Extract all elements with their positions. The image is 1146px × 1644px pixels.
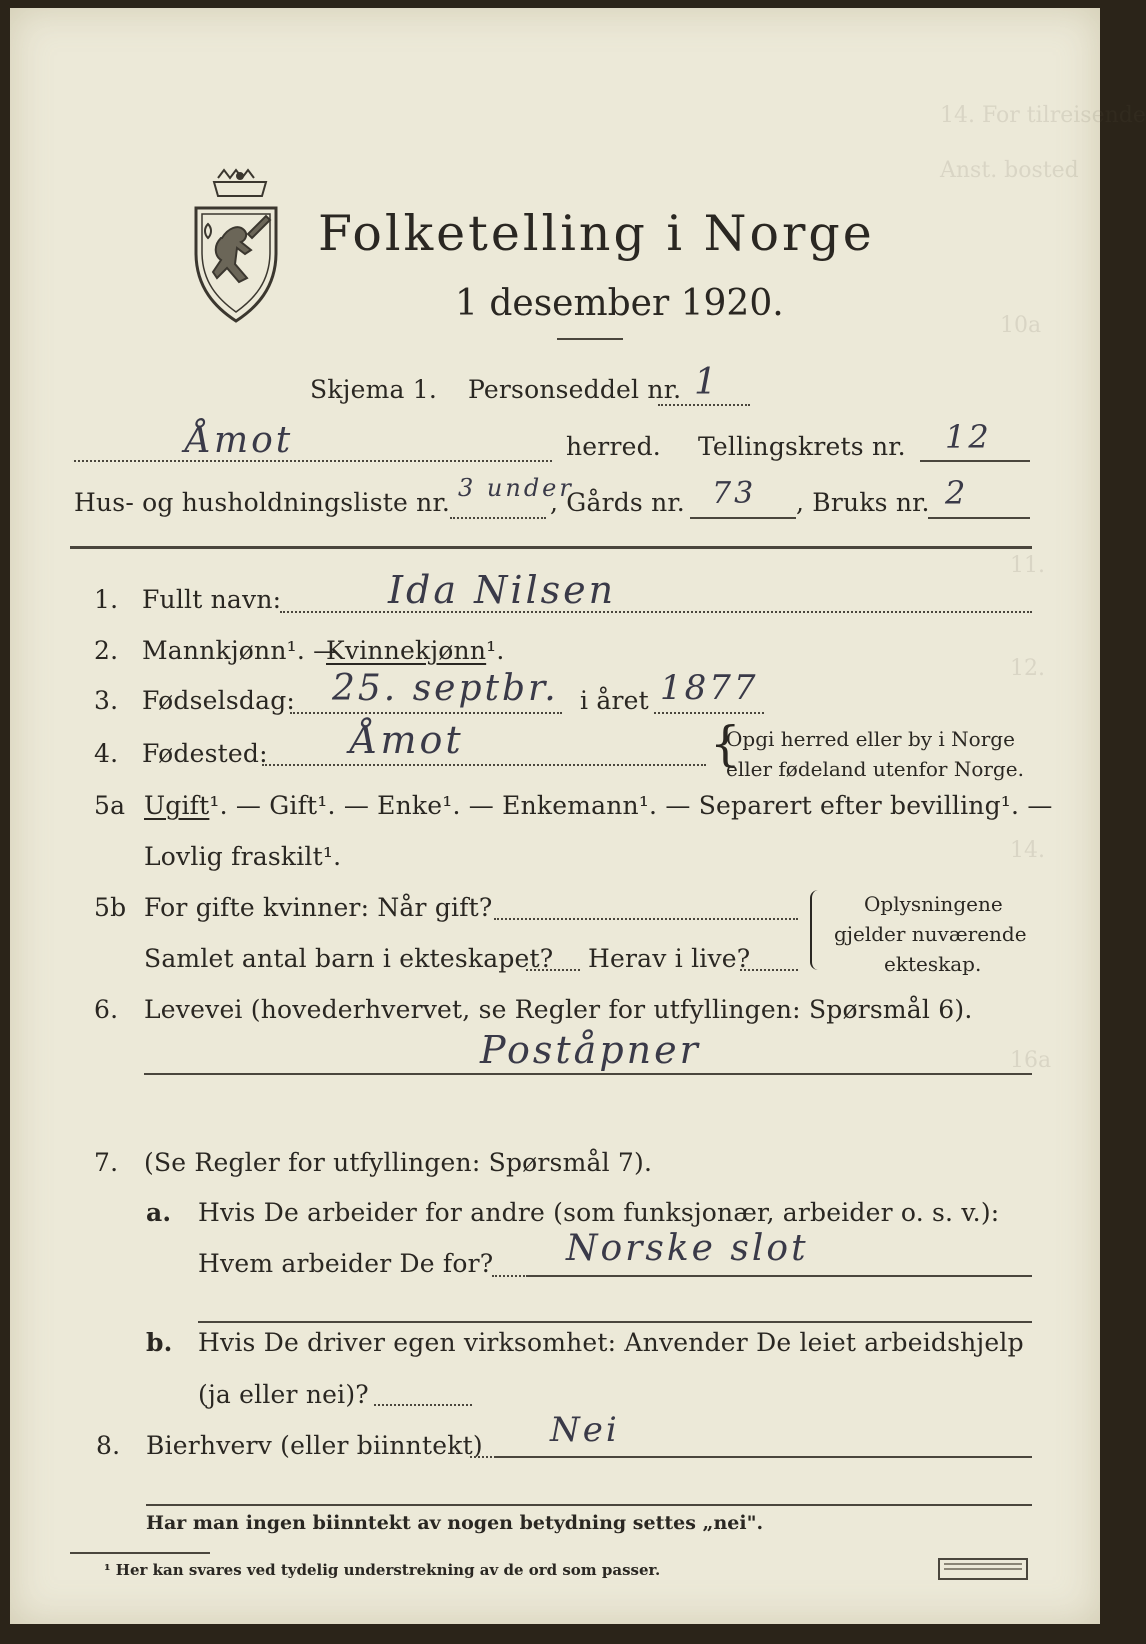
q3-aret-label: i året bbox=[580, 686, 649, 715]
norway-coat-of-arms-icon bbox=[188, 168, 284, 323]
husliste-value: 3 under bbox=[458, 474, 574, 502]
footnote: ¹ Her kan svares ved tydelig understrekning av de ord som passer. bbox=[104, 1561, 661, 1579]
census-date: 1 desember 1920. bbox=[455, 283, 784, 324]
bleed-through-text: 14. bbox=[1010, 838, 1045, 863]
q5b-line-3 bbox=[740, 969, 798, 971]
bleed-through-text: 12. bbox=[1010, 656, 1045, 681]
q7b-question: (ja eller nei)? bbox=[198, 1380, 369, 1409]
q7a-number: a. bbox=[146, 1198, 172, 1227]
printer-stamp-mark bbox=[944, 1568, 1022, 1570]
q6-number: 6. bbox=[94, 995, 119, 1024]
bruks-line bbox=[928, 517, 1030, 519]
title-divider bbox=[557, 338, 623, 340]
q2-kvinne-sup: ¹. bbox=[486, 636, 505, 665]
q5a-number: 5a bbox=[94, 791, 126, 820]
q7a-line-dotted bbox=[492, 1275, 528, 1277]
q4-number: 4. bbox=[94, 739, 119, 768]
q7a-line bbox=[528, 1275, 1032, 1277]
q4-line bbox=[262, 764, 706, 766]
q4-value: Åmot bbox=[350, 718, 464, 762]
q8-line bbox=[496, 1456, 1032, 1458]
q4-note-2: eller fødeland utenfor Norge. bbox=[726, 757, 1024, 781]
q2-number: 2. bbox=[94, 636, 119, 665]
q7b-text: Hvis De driver egen virksomhet: Anvender De leiet arbeidshjelp bbox=[198, 1328, 1024, 1357]
q7-label: (Se Regler for utfyllingen: Spørsmål 7). bbox=[144, 1148, 653, 1177]
bleed-through-text: 14. For tilreisende bbox=[940, 103, 1146, 128]
q3-aret-line bbox=[654, 712, 764, 714]
footer-note: Har man ingen biinntekt av nogen betydning settes „nei". bbox=[146, 1512, 764, 1534]
q5a-ugift-underlined: Ugift bbox=[144, 791, 210, 820]
gards-line bbox=[690, 517, 796, 519]
bleed-through-text: Anst. bosted bbox=[940, 158, 1079, 183]
form-title: Folketelling i Norge bbox=[318, 205, 875, 262]
q4-label: Fødested: bbox=[142, 739, 268, 768]
q5b-number: 5b bbox=[94, 893, 127, 922]
q5b-note-1: Oplysningene bbox=[864, 892, 1003, 916]
tellingskrets-label: Tellingskrets nr. bbox=[698, 432, 906, 461]
personseddel-label: Personseddel nr. bbox=[468, 375, 682, 404]
q7b-line bbox=[374, 1404, 472, 1406]
q8-value: Nei bbox=[550, 1410, 620, 1450]
printer-stamp-mark bbox=[944, 1563, 1022, 1565]
q3-aret-value: 1877 bbox=[660, 668, 759, 708]
q1-number: 1. bbox=[94, 585, 119, 614]
q5a-options: ¹. — Gift¹. — Enke¹. — Enkemann¹. — Separert efter bevilling¹. — bbox=[209, 791, 1053, 820]
tellingskrets-line bbox=[920, 460, 1030, 462]
q5b-brace bbox=[810, 890, 818, 970]
q3-label: Fødselsdag: bbox=[142, 686, 296, 715]
q5b-note-3: ekteskap. bbox=[884, 952, 982, 976]
q6-value: Poståpner bbox=[480, 1028, 701, 1072]
q7a-question: Hvem arbeider De for? bbox=[198, 1249, 494, 1278]
bleed-through-text: 10a bbox=[1000, 313, 1042, 338]
q1-label: Fullt navn: bbox=[142, 585, 282, 614]
header-divider bbox=[70, 546, 1032, 549]
q8-line-dotted bbox=[470, 1456, 496, 1458]
gards-label: , Gårds nr. bbox=[550, 488, 685, 517]
q7-number: 7. bbox=[94, 1148, 119, 1177]
q7a-text: Hvis De arbeider for andre (som funksjonær, arbeider o. s. v.): bbox=[198, 1198, 1000, 1227]
q3-number: 3. bbox=[94, 686, 119, 715]
q5a-line-1 bbox=[144, 791, 1053, 820]
q5a-line-2: Lovlig fraskilt¹. bbox=[144, 842, 342, 871]
herred-label: herred. bbox=[566, 432, 661, 461]
q8-label: Bierhverv (eller biinntekt) bbox=[146, 1431, 483, 1460]
q5b-label-3: Herav i live? bbox=[588, 944, 751, 973]
footnote-rule bbox=[70, 1552, 210, 1554]
bruks-value: 2 bbox=[945, 474, 969, 512]
bruks-label: , Bruks nr. bbox=[796, 488, 930, 517]
tellingskrets-value: 12 bbox=[945, 418, 992, 456]
gards-value: 73 bbox=[712, 476, 757, 511]
bleed-through-text: 16a bbox=[1010, 1048, 1052, 1073]
q1-value: Ida Nilsen bbox=[388, 568, 617, 612]
personseddel-value: 1 bbox=[694, 362, 720, 403]
q4-note-1: Opgi herred eller by i Norge bbox=[726, 727, 1015, 751]
q4-brace: { bbox=[710, 716, 741, 772]
q2-kvinne-underlined: Kvinnekjønn bbox=[326, 636, 487, 665]
q3-value: 25. septbr. bbox=[332, 668, 559, 709]
husliste-line bbox=[450, 517, 546, 519]
printer-stamp bbox=[938, 1558, 1028, 1580]
q6-label: Levevei (hovederhvervet, se Regler for utfyllingen: Spørsmål 6). bbox=[144, 995, 973, 1024]
q5b-line-2 bbox=[526, 969, 580, 971]
husliste-label: Hus- og husholdningsliste nr. bbox=[74, 488, 451, 517]
herred-line bbox=[74, 460, 552, 462]
q8-line-2 bbox=[146, 1504, 1032, 1506]
q7a-value: Norske slot bbox=[566, 1228, 809, 1269]
q7b-number: b. bbox=[146, 1328, 173, 1357]
q2-kvinne bbox=[326, 636, 505, 665]
q5b-label-2: Samlet antal barn i ekteskapet? bbox=[144, 944, 554, 973]
q5b-line-1 bbox=[494, 918, 798, 920]
herred-value: Åmot bbox=[185, 420, 294, 461]
q2-mann: Mannkjønn¹. — bbox=[142, 636, 339, 665]
q3-line bbox=[290, 712, 562, 714]
census-form-page bbox=[10, 8, 1146, 1624]
q7a-line-2 bbox=[198, 1321, 1032, 1323]
q5b-label-1: For gifte kvinner: Når gift? bbox=[144, 893, 493, 922]
q6-line bbox=[144, 1073, 1032, 1075]
skjema-label: Skjema 1. bbox=[310, 375, 438, 404]
q5b-note-2: gjelder nuværende bbox=[834, 922, 1027, 946]
q8-number: 8. bbox=[96, 1431, 121, 1460]
personseddel-line bbox=[658, 404, 750, 406]
bleed-through-text: 11. bbox=[1010, 553, 1045, 578]
